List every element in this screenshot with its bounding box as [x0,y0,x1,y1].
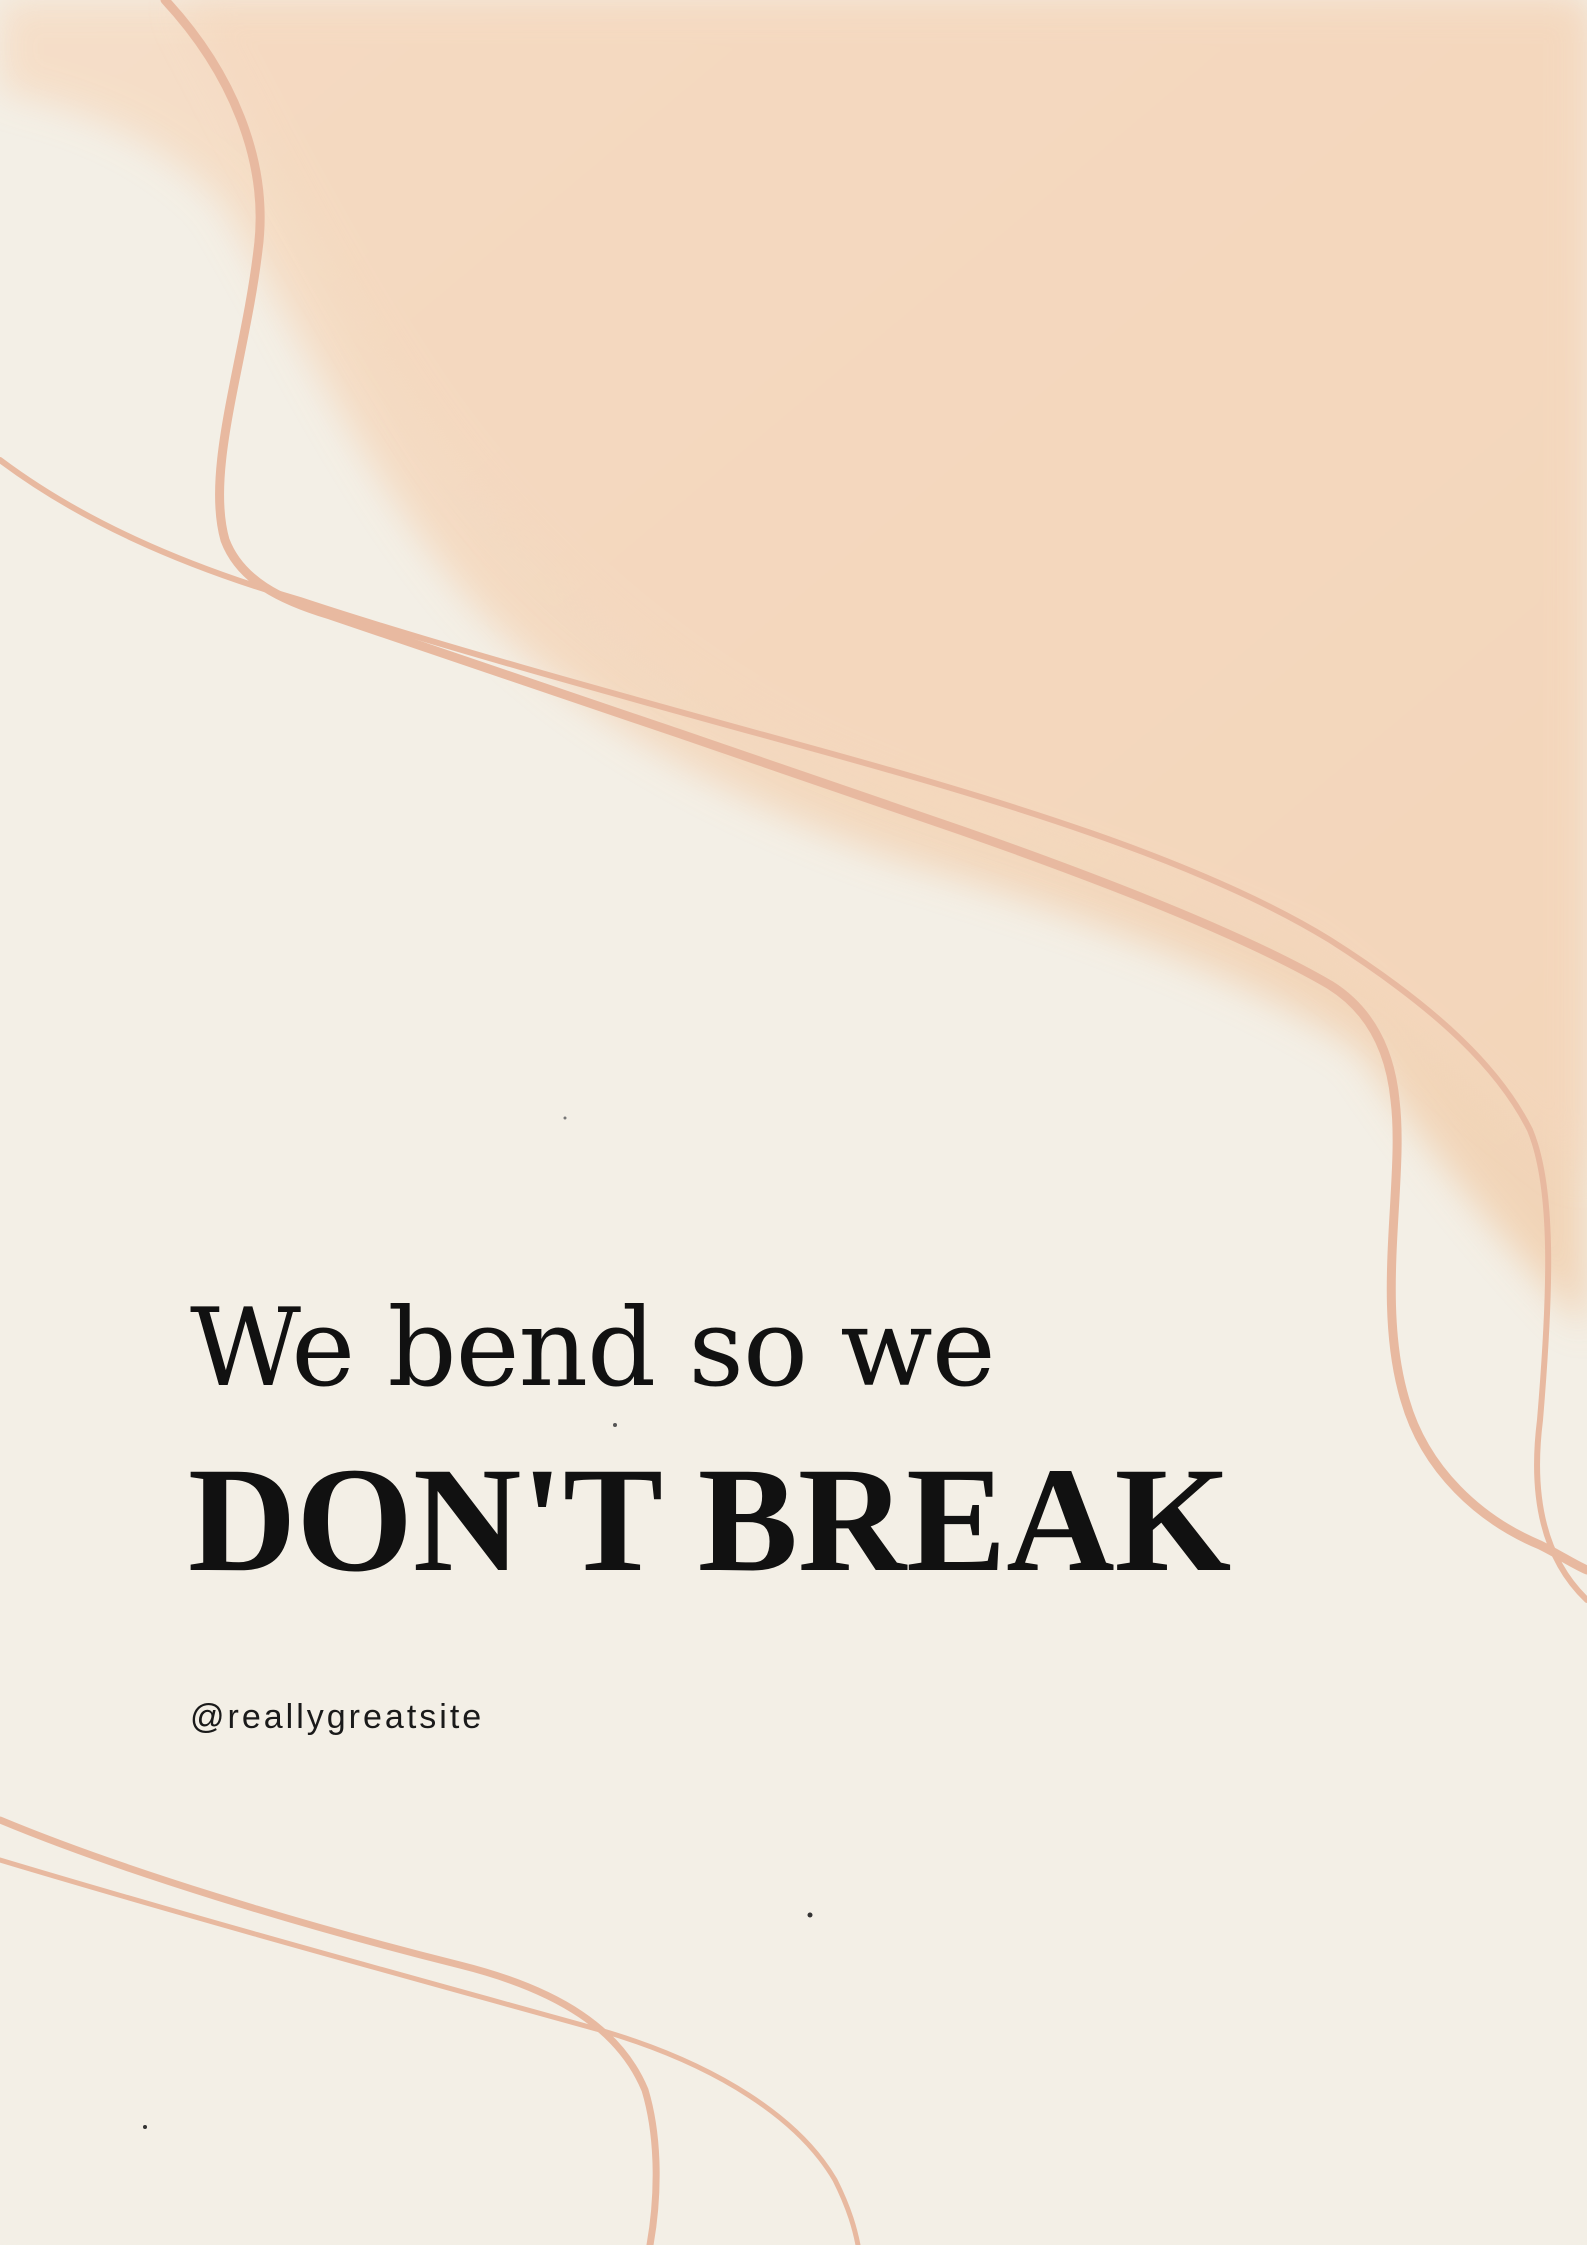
curve-line-3 [0,1820,656,2245]
speck-dot [613,1423,617,1427]
curve-line-4 [0,1860,858,2245]
speck-dot [143,2125,147,2129]
peach-wash-core [180,0,1587,1180]
speck-dot [808,1913,813,1918]
speck-dot [564,1117,567,1120]
headline-text: DON'T BREAK [188,1437,1232,1603]
subtitle-text: We bend so we [190,1286,995,1411]
social-handle: @reallygreatsite [190,1698,485,1736]
